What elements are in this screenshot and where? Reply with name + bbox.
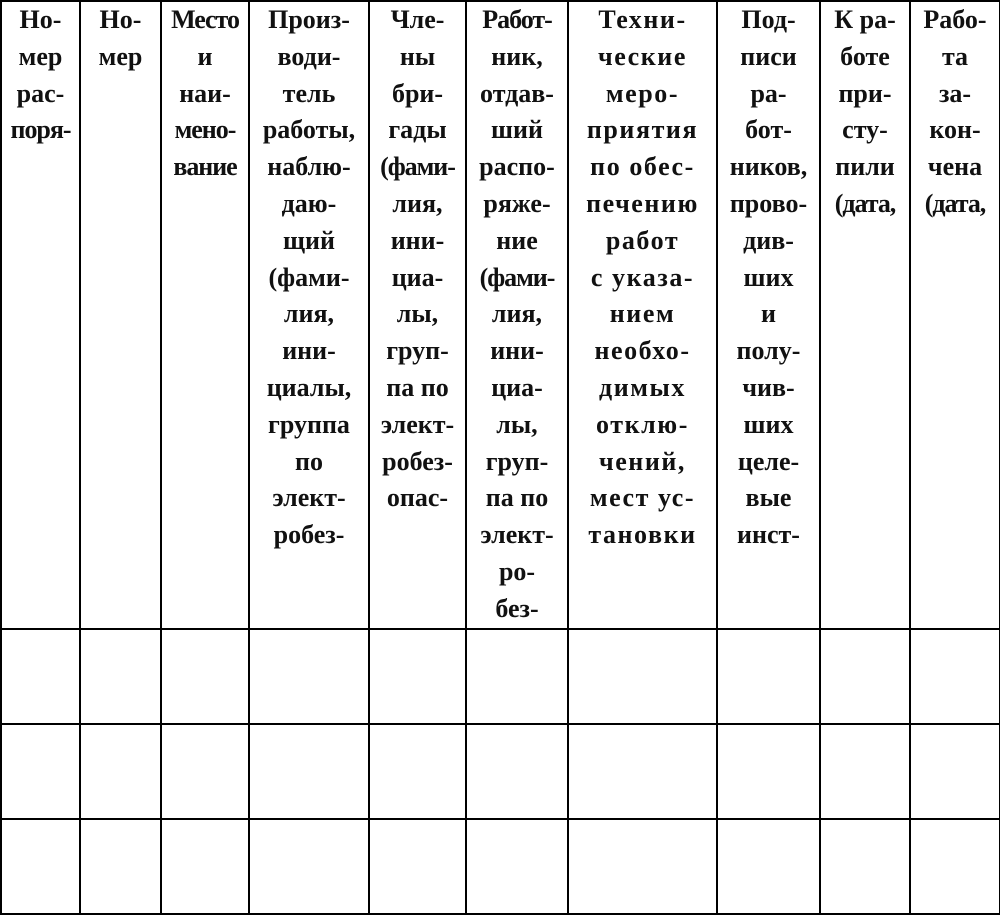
header-crew-members: [369, 1, 466, 629]
header-line: гады: [388, 115, 447, 145]
table-row: [1, 819, 1000, 914]
header-line: писи: [740, 41, 797, 71]
header-line: полу-: [736, 336, 801, 366]
header-work-started: [820, 1, 910, 629]
header-line: инст-: [737, 520, 800, 550]
header-line: Но-: [19, 5, 62, 34]
header-line: мест ус-: [589, 483, 696, 513]
header-line: по обес-: [590, 152, 695, 182]
header-line: (фами-: [268, 262, 350, 292]
table-cell[interactable]: [717, 724, 820, 819]
table-row: [1, 724, 1000, 819]
header-line: чив-: [742, 372, 795, 402]
header-line: лы,: [396, 299, 439, 329]
header-line: вые: [745, 483, 792, 513]
table-cell[interactable]: [820, 819, 910, 914]
table-cell[interactable]: [161, 724, 249, 819]
header-line: элект-: [380, 409, 455, 439]
header-line: ини-: [282, 336, 336, 366]
header-line: меро-: [605, 78, 680, 108]
header-line: прово-: [729, 188, 808, 218]
header-line: элект-: [480, 520, 554, 550]
header-line: та: [941, 41, 969, 71]
header-line: (дата,: [834, 188, 896, 218]
header-line: циа-: [391, 262, 444, 292]
header-line: приятия: [586, 115, 699, 145]
header-line: ро-: [498, 556, 536, 586]
table-cell[interactable]: [910, 629, 1000, 724]
table-cell[interactable]: [249, 819, 369, 914]
header-line: робез-: [273, 520, 345, 550]
header-work-finished: [910, 1, 1000, 629]
header-line: поря-: [10, 115, 71, 145]
header-line: води-: [277, 41, 341, 71]
header-line: опас-: [386, 483, 449, 513]
header-issued-by: [466, 1, 568, 629]
table-cell[interactable]: [80, 819, 161, 914]
header-line: боте: [840, 41, 890, 71]
header-line: целе-: [737, 446, 800, 476]
header-line: робез-: [382, 446, 453, 476]
table-cell[interactable]: [466, 724, 568, 819]
header-line: ших: [743, 262, 794, 292]
header-line: Произ-: [268, 5, 350, 34]
header-line: печению: [586, 188, 699, 218]
header-line: (фами-: [380, 152, 455, 182]
header-line: Под-: [741, 5, 796, 34]
header-line: (фами-: [479, 262, 555, 292]
header-line: циа-: [491, 372, 543, 402]
header-line: ник,: [491, 41, 543, 71]
header-place-and-name: [161, 1, 249, 629]
table-cell[interactable]: [80, 629, 161, 724]
header-line: тановки: [588, 520, 697, 550]
header-line: группа: [268, 409, 350, 439]
header-line: Техни-: [598, 5, 687, 34]
header-order-number: [1, 1, 80, 629]
header-line: ние: [496, 225, 538, 255]
header-line: наблю-: [267, 152, 351, 182]
header-line: чена: [927, 152, 983, 182]
header-line: работ: [605, 225, 680, 255]
header-line: за-: [938, 78, 972, 108]
header-line: даю-: [281, 188, 337, 218]
table-cell[interactable]: [568, 629, 717, 724]
header-line: элект-: [272, 483, 346, 513]
header-line: без-: [495, 593, 539, 623]
header-line: па по: [485, 483, 549, 513]
table-cell[interactable]: [466, 819, 568, 914]
header-line: мер: [98, 41, 143, 71]
table-cell[interactable]: [717, 819, 820, 914]
table-cell[interactable]: [466, 629, 568, 724]
header-line: К ра-: [834, 5, 896, 34]
header-line: лы,: [496, 409, 538, 439]
table-cell[interactable]: [910, 724, 1000, 819]
header-line: наи-: [179, 78, 231, 108]
header-line: отдав-: [480, 78, 554, 108]
header-line: ини-: [390, 225, 445, 255]
header-line: щий: [283, 225, 335, 255]
table-cell[interactable]: [568, 819, 717, 914]
table-cell[interactable]: [1, 629, 80, 724]
table-cell[interactable]: [1, 724, 80, 819]
header-line: ини-: [490, 336, 544, 366]
header-line: ников,: [729, 152, 808, 182]
header-line: груп-: [485, 446, 549, 476]
table-cell[interactable]: [820, 629, 910, 724]
header-line: вание: [173, 152, 237, 182]
header-line: распо-: [479, 152, 555, 182]
table-cell[interactable]: [249, 629, 369, 724]
header-line: груп-: [386, 336, 449, 366]
header-line: лия,: [392, 188, 443, 218]
header-line: див-: [743, 225, 794, 255]
table-cell[interactable]: [161, 819, 249, 914]
header-line: ших: [743, 409, 794, 439]
table-cell[interactable]: [249, 724, 369, 819]
header-line: бот-: [745, 115, 792, 145]
header-line: ны: [399, 41, 436, 71]
table-cell[interactable]: [820, 724, 910, 819]
header-line: димых: [599, 372, 686, 402]
table-cell[interactable]: [161, 629, 249, 724]
header-number: [80, 1, 161, 629]
header-line: Рабо-: [923, 5, 987, 34]
header-line: мер: [18, 41, 63, 71]
table-cell[interactable]: [910, 819, 1000, 914]
header-line: рас-: [16, 78, 65, 108]
header-line: лия,: [491, 299, 543, 329]
header-line: с указа-: [590, 262, 695, 292]
header-line: циалы,: [266, 372, 352, 402]
header-row: [1, 1, 1000, 629]
table-cell[interactable]: [369, 819, 466, 914]
header-line: по: [295, 446, 323, 476]
header-line: ряже-: [483, 188, 551, 218]
header-line: бри-: [391, 78, 444, 108]
table-cell[interactable]: [568, 724, 717, 819]
header-line: пили: [835, 152, 895, 182]
header-line: отклю-: [596, 409, 689, 439]
table-cell[interactable]: [369, 724, 466, 819]
header-signatures: [717, 1, 820, 629]
header-line: Но-: [99, 5, 142, 34]
header-line: кон-: [929, 115, 981, 145]
header-line: ший: [491, 115, 543, 145]
header-line: при-: [838, 78, 892, 108]
header-line: мено-: [174, 115, 236, 145]
table-cell[interactable]: [80, 724, 161, 819]
header-line: тель: [282, 78, 336, 108]
header-line: и: [197, 41, 213, 71]
header-line: нием: [609, 299, 676, 329]
header-line: ческие: [598, 41, 687, 71]
table-row: [1, 629, 1000, 724]
header-line: Чле-: [390, 5, 445, 34]
header-line: необхо-: [594, 336, 691, 366]
header-line: (дата,: [924, 188, 986, 218]
header-line: лия,: [283, 299, 335, 329]
table-cell[interactable]: [369, 629, 466, 724]
header-line: Работ-: [482, 5, 552, 34]
table-cell[interactable]: [1, 819, 80, 914]
header-line: ра-: [750, 78, 787, 108]
header-technical-measures: [568, 1, 717, 629]
header-work-producer: [249, 1, 369, 629]
header-line: и: [761, 299, 776, 329]
table-cell[interactable]: [717, 629, 820, 724]
header-line: чений,: [598, 446, 686, 476]
header-line: Место: [171, 5, 239, 34]
header-line: па по: [386, 372, 449, 402]
header-line: работы,: [262, 115, 356, 145]
header-line: сту-: [842, 115, 888, 145]
